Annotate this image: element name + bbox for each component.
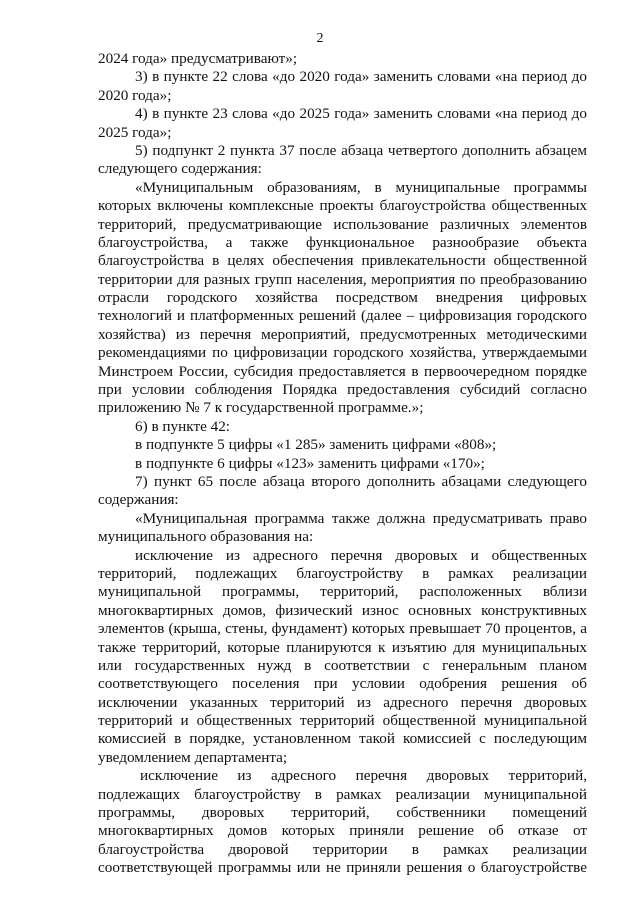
text-line: муниципального образования на: xyxy=(98,528,314,546)
text-line: приложению № 7 к государственной программе.»; xyxy=(98,399,424,417)
text-line: соответствующего поселения при условии одобрения решения об xyxy=(98,675,587,693)
text-line: отрасли городского хозяйства посредством внедрения цифровых xyxy=(98,289,587,307)
text-line: в подпункте 6 цифры «123» заменить цифрами «170»; xyxy=(135,454,485,472)
text-line: 2020 года»; xyxy=(98,86,172,104)
text-line: элементов (крыша, стены, фундамент) которых превышает 70 процентов, а xyxy=(98,620,587,638)
text-line: 7) пункт 65 после абзаца второго дополнить абзацами следующего xyxy=(135,472,587,490)
text-line: благоустройства, а также функциональное разнообразие объекта xyxy=(98,233,587,251)
page-number: 2 xyxy=(316,31,324,46)
text-line: 6) в пункте 42: xyxy=(135,417,231,435)
document-body xyxy=(98,50,587,878)
text-line: соответствующей программы или не приняли решения о благоустройстве xyxy=(98,859,587,877)
text-line: хозяйства) из перечня мероприятий, предусмотренных методическими xyxy=(98,325,587,343)
text-line: которых включены комплексные проекты благоустройства общественных xyxy=(98,197,587,215)
text-line: «Муниципальным образованиям, в муниципальные программы xyxy=(135,178,587,196)
text-line: подлежащих благоустройству в рамках реализации муниципальной xyxy=(98,785,587,803)
text-line: технологий и платформенных решений (далее – цифровизация городского xyxy=(98,307,587,325)
text-line: 3) в пункте 22 слова «до 2020 года» заменить словами «на период до xyxy=(135,68,587,86)
text-line: следующего содержания: xyxy=(98,160,262,178)
text-line: благоустройства дворовой территории в рамках реализации xyxy=(98,840,587,858)
text-line: в подпункте 5 цифры «1 285» заменить цифрами «808»; xyxy=(135,436,497,454)
text-line: исключении указанных территорий из адресного перечня дворовых xyxy=(98,693,587,711)
text-line: исключение из адресного перечня дворовых территорий, xyxy=(140,767,587,785)
text-line: благоустройства в целях обеспечения привлекательности общественной xyxy=(98,252,587,270)
text-line: территорий, предусматривающие использование различных элементов xyxy=(98,215,587,233)
text-line: территорий и общественных территорий общественной муниципальной xyxy=(98,712,587,730)
text-line: «Муниципальная программа также должна предусматривать право xyxy=(135,509,587,527)
text-line: программы, дворовых территорий, собственники помещений xyxy=(98,804,587,822)
text-line: Минстроем России, субсидия предоставляется в первоочередном порядке xyxy=(98,362,587,380)
text-line: при условии соблюдения Порядка предоставления субсидий согласно xyxy=(98,381,587,399)
text-line: комиссией в порядке, установленном такой комиссией с последующим xyxy=(98,730,587,748)
text-line: 4) в пункте 23 слова «до 2025 года» заменить словами «на период до xyxy=(135,105,587,123)
text-line: муниципальной программы, территорий, расположенных вблизи xyxy=(98,583,587,601)
text-line: 5) подпункт 2 пункта 37 после абзаца четвертого дополнить абзацем xyxy=(135,141,587,159)
text-line: территорий, подлежащих благоустройству в рамках реализации xyxy=(98,564,587,582)
text-line: территории для разных групп населения, мероприятия по преобразованию xyxy=(98,270,587,288)
text-line: уведомлением департамента; xyxy=(98,748,288,766)
text-line: или государственных нужд в соответствии с генеральным планом xyxy=(98,656,587,674)
text-line: исключение из адресного перечня дворовых и общественных xyxy=(135,546,587,564)
text-line: рекомендациями по цифровизации городского хозяйства, утверждаемыми xyxy=(98,344,587,362)
text-line: также территорий, которые планируются к изъятию для муниципальных xyxy=(98,638,587,656)
text-line: содержания: xyxy=(98,491,179,509)
text-line: многоквартирных домов, физический износ основных конструктивных xyxy=(98,601,587,619)
text-line: 2025 года»; xyxy=(98,123,172,141)
text-line: 2024 года» предусматривают»; xyxy=(98,50,298,67)
text-line: многоквартирных домов которых приняли решение об отказе от xyxy=(98,822,587,840)
